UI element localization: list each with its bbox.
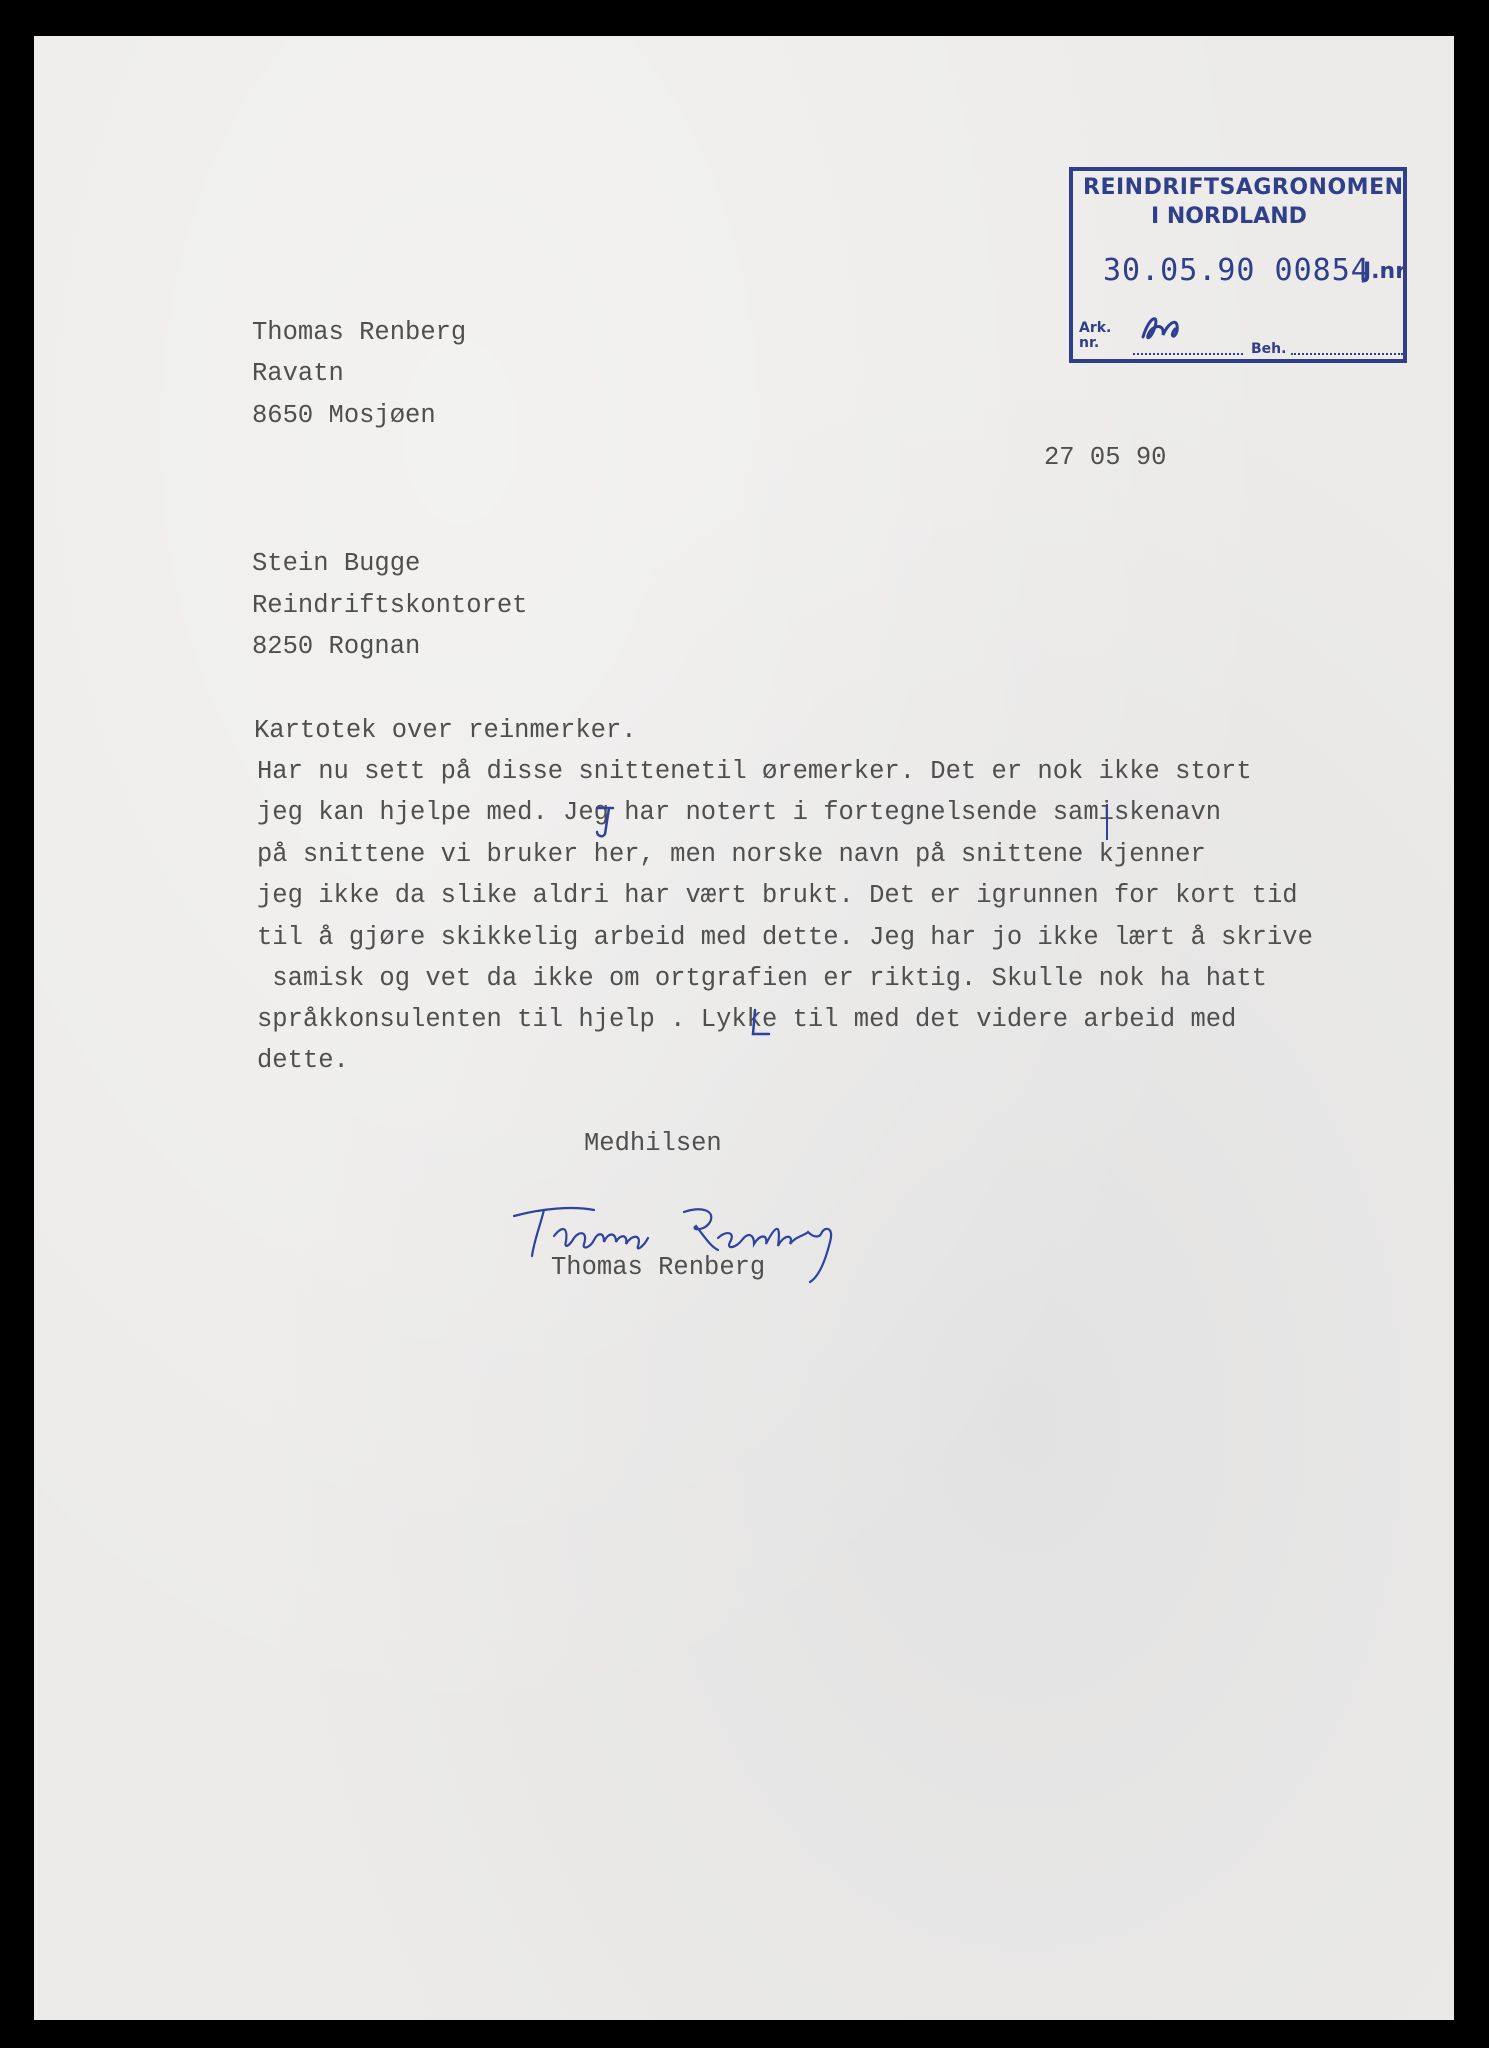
body-line: på snittene vi bruker her, men norske navn på snittene kjenner	[257, 840, 1206, 869]
body-line: samisk og vet da ikke om ortgrafien er riktig. Skulle nok ha hatt	[257, 964, 1267, 993]
stamp-office: REINDRIFTSAGRONOMEN	[1083, 175, 1404, 200]
body-line: dette.	[257, 1046, 349, 1075]
letter-subject: Kartotek over reinmerker.	[254, 716, 637, 745]
recipient-name: Stein Bugge	[252, 549, 421, 578]
body-line: til å gjøre skikkelig arbeid med dette. Jeg har jo ikke lært å skrive	[257, 923, 1313, 952]
received-stamp	[1069, 167, 1407, 363]
handwritten-ark-number	[1135, 307, 1195, 347]
sender-place: Ravatn	[252, 359, 344, 388]
sender-name: Thomas Renberg	[252, 318, 467, 347]
body-line: jeg ikke da slike aldri har vært brukt. Det er igrunnen for kort tid	[257, 881, 1298, 910]
stamp-beh-label: Beh.	[1251, 341, 1287, 357]
letter-date: 27 05 90	[1044, 443, 1167, 472]
stamp-ark-label: Ark. nr.	[1079, 320, 1112, 351]
signature-name: Thomas Renberg	[551, 1253, 766, 1282]
stamp-region: I NORDLAND	[1151, 204, 1307, 229]
pen-divider-mark	[1102, 802, 1112, 842]
body-line: jeg kan hjelpe med. Jeg har notert i fortegnelsende samiskenavn	[257, 798, 1222, 827]
letter-page	[34, 36, 1454, 2020]
stamp-jnr-label: J.nr	[1363, 259, 1407, 284]
closing: Medhilsen	[584, 1129, 722, 1158]
recipient-office: Reindriftskontoret	[252, 591, 528, 620]
sender-postal: 8650 Mosjøen	[252, 401, 436, 430]
recipient-postal: 8250 Rognan	[252, 632, 421, 661]
stamp-date-number: 30.05.90 00854	[1103, 253, 1370, 288]
pen-correction-mark	[747, 1006, 773, 1040]
body-line: språkkonsulenten til hjelp . Lykke til med det videre arbeid med	[257, 1005, 1237, 1034]
stamp-beh-line	[1291, 353, 1403, 355]
pen-correction-mark	[593, 804, 617, 840]
body-line: Har nu sett på disse snittenetil øremerker. Det er nok ikke stort	[257, 757, 1252, 786]
stamp-ark-line	[1133, 353, 1243, 355]
